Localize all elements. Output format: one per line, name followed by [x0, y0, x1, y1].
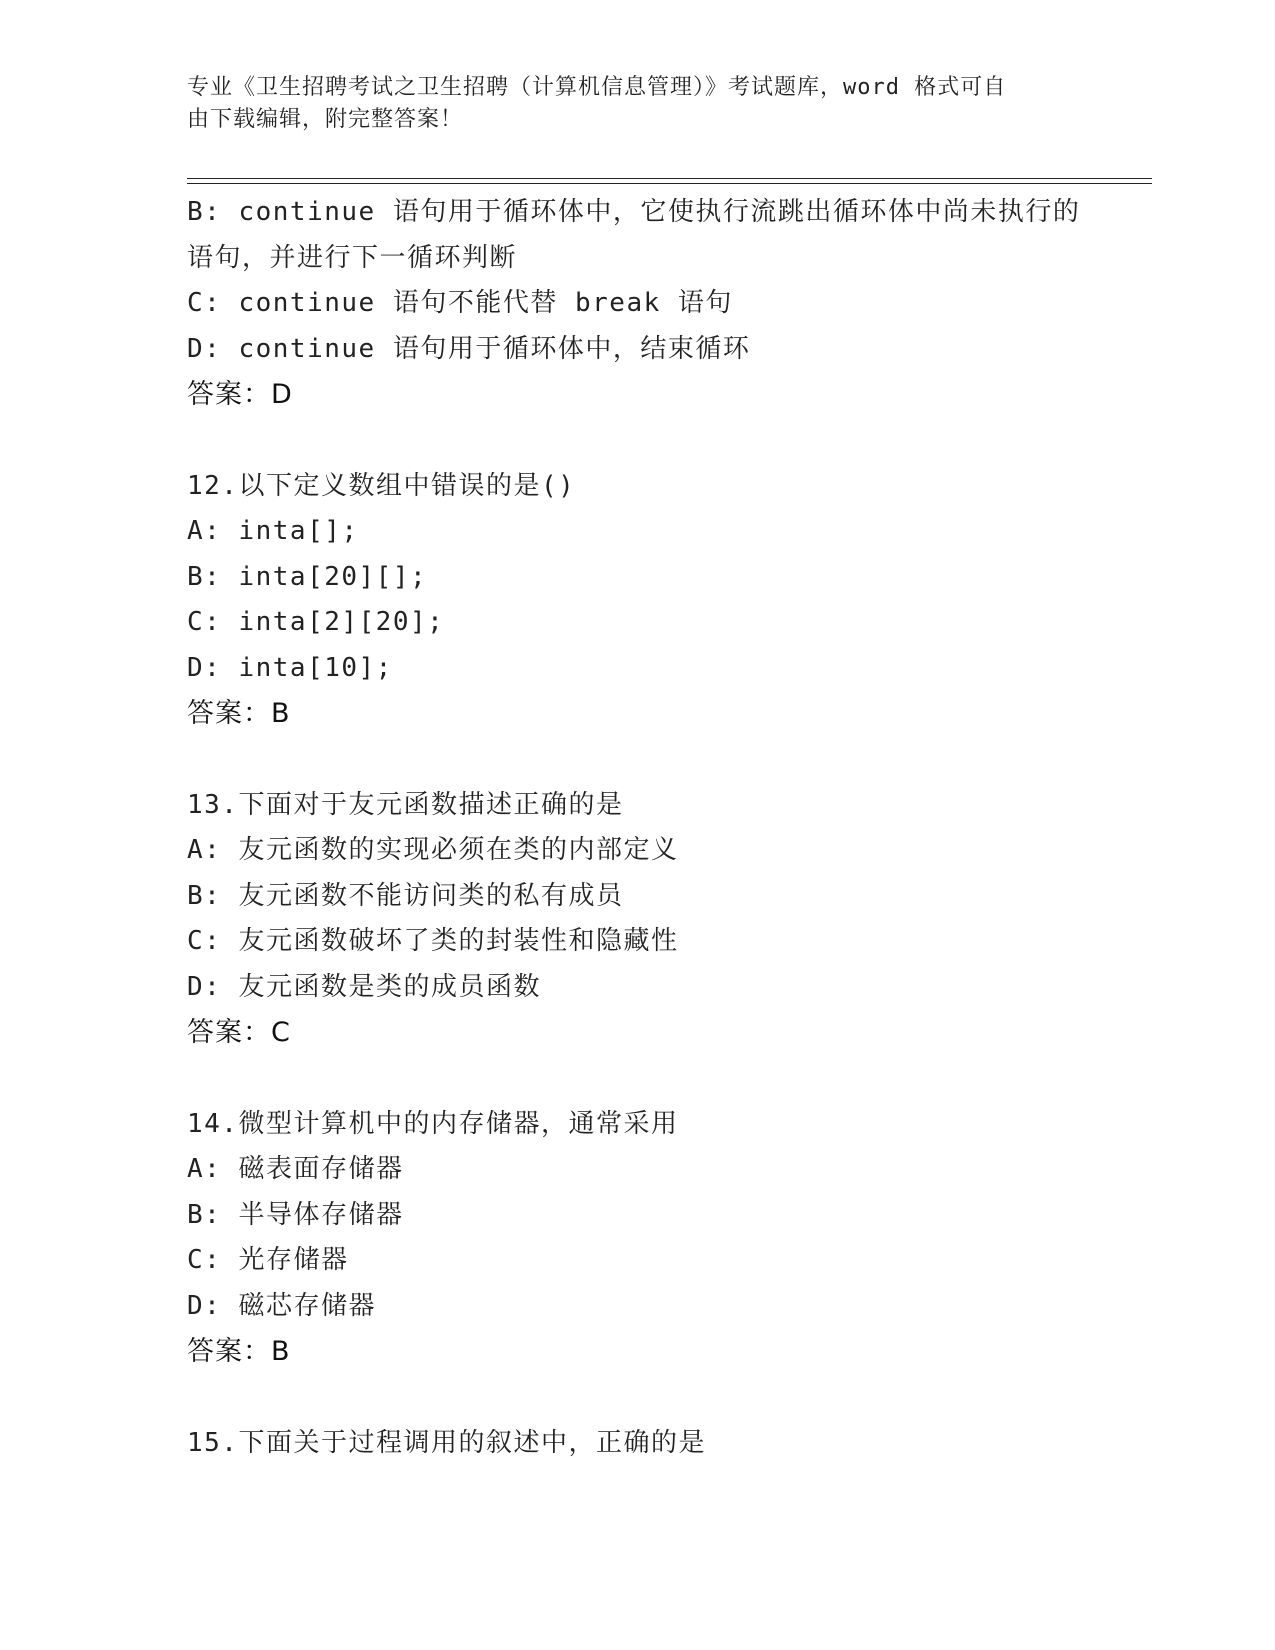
answer: 答案：C — [187, 1017, 291, 1048]
option-d: D: 磁芯存储器 — [187, 1290, 376, 1321]
question-14 — [187, 1102, 1087, 1375]
question-text: 12.以下定义数组中错误的是() — [187, 470, 576, 501]
option-a: A: inta[]; — [187, 516, 359, 546]
header-divider-top — [187, 178, 1152, 179]
question-text: 14.微型计算机中的内存储器，通常采用 — [187, 1108, 679, 1139]
option-b: B: inta[20][]; — [187, 561, 428, 592]
option-d: D: 友元函数是类的成员函数 — [187, 971, 541, 1002]
option-c: C: 光存储器 — [187, 1245, 349, 1275]
option-c: C: inta[2][20]; — [187, 607, 445, 637]
answer: 答案：B — [187, 1336, 291, 1367]
question-11-tail — [187, 190, 1087, 418]
question-text: 15.下面关于过程调用的叙述中，正确的是 — [187, 1427, 706, 1458]
header-line-1: 专业《卫生招聘考试之卫生招聘（计算机信息管理）》考试题库，word 格式可自 — [187, 75, 1007, 100]
option-b: B: 半导体存储器 — [187, 1199, 404, 1230]
option-d: D: inta[10]; — [187, 652, 393, 683]
spacer — [187, 1375, 1087, 1421]
option-a: A: 友元函数的实现必须在类的内部定义 — [187, 835, 679, 865]
option-c: C: continue 语句不能代替 break 语句 — [187, 288, 733, 318]
question-text: 13.下面对于友元函数描述正确的是 — [187, 789, 624, 820]
spacer — [187, 418, 1087, 464]
spacer — [187, 1056, 1087, 1102]
answer: 答案：B — [187, 698, 291, 729]
question-12 — [187, 464, 1087, 737]
option-c: C: 友元函数破坏了类的封装性和隐藏性 — [187, 926, 679, 956]
question-15 — [187, 1421, 1087, 1467]
option-b: B: 友元函数不能访问类的私有成员 — [187, 880, 624, 911]
question-list — [187, 190, 1087, 1466]
option-d: D: continue 语句用于循环体中，结束循环 — [187, 333, 751, 364]
option-b-line-2: 语句，并进行下一循环判断 — [187, 242, 518, 273]
answer: 答案：D — [187, 379, 293, 410]
header-divider-bottom — [187, 183, 1152, 184]
option-b-line-1: B: continue 语句用于循环体中，它使执行流跳出循环体中尚未执行的 — [187, 197, 1081, 227]
spacer — [187, 737, 1087, 783]
option-a: A: 磁表面存储器 — [187, 1154, 404, 1184]
header-line-2: 由下载编辑，附完整答案！ — [187, 107, 464, 132]
question-13 — [187, 783, 1087, 1056]
document-header — [187, 72, 1067, 136]
